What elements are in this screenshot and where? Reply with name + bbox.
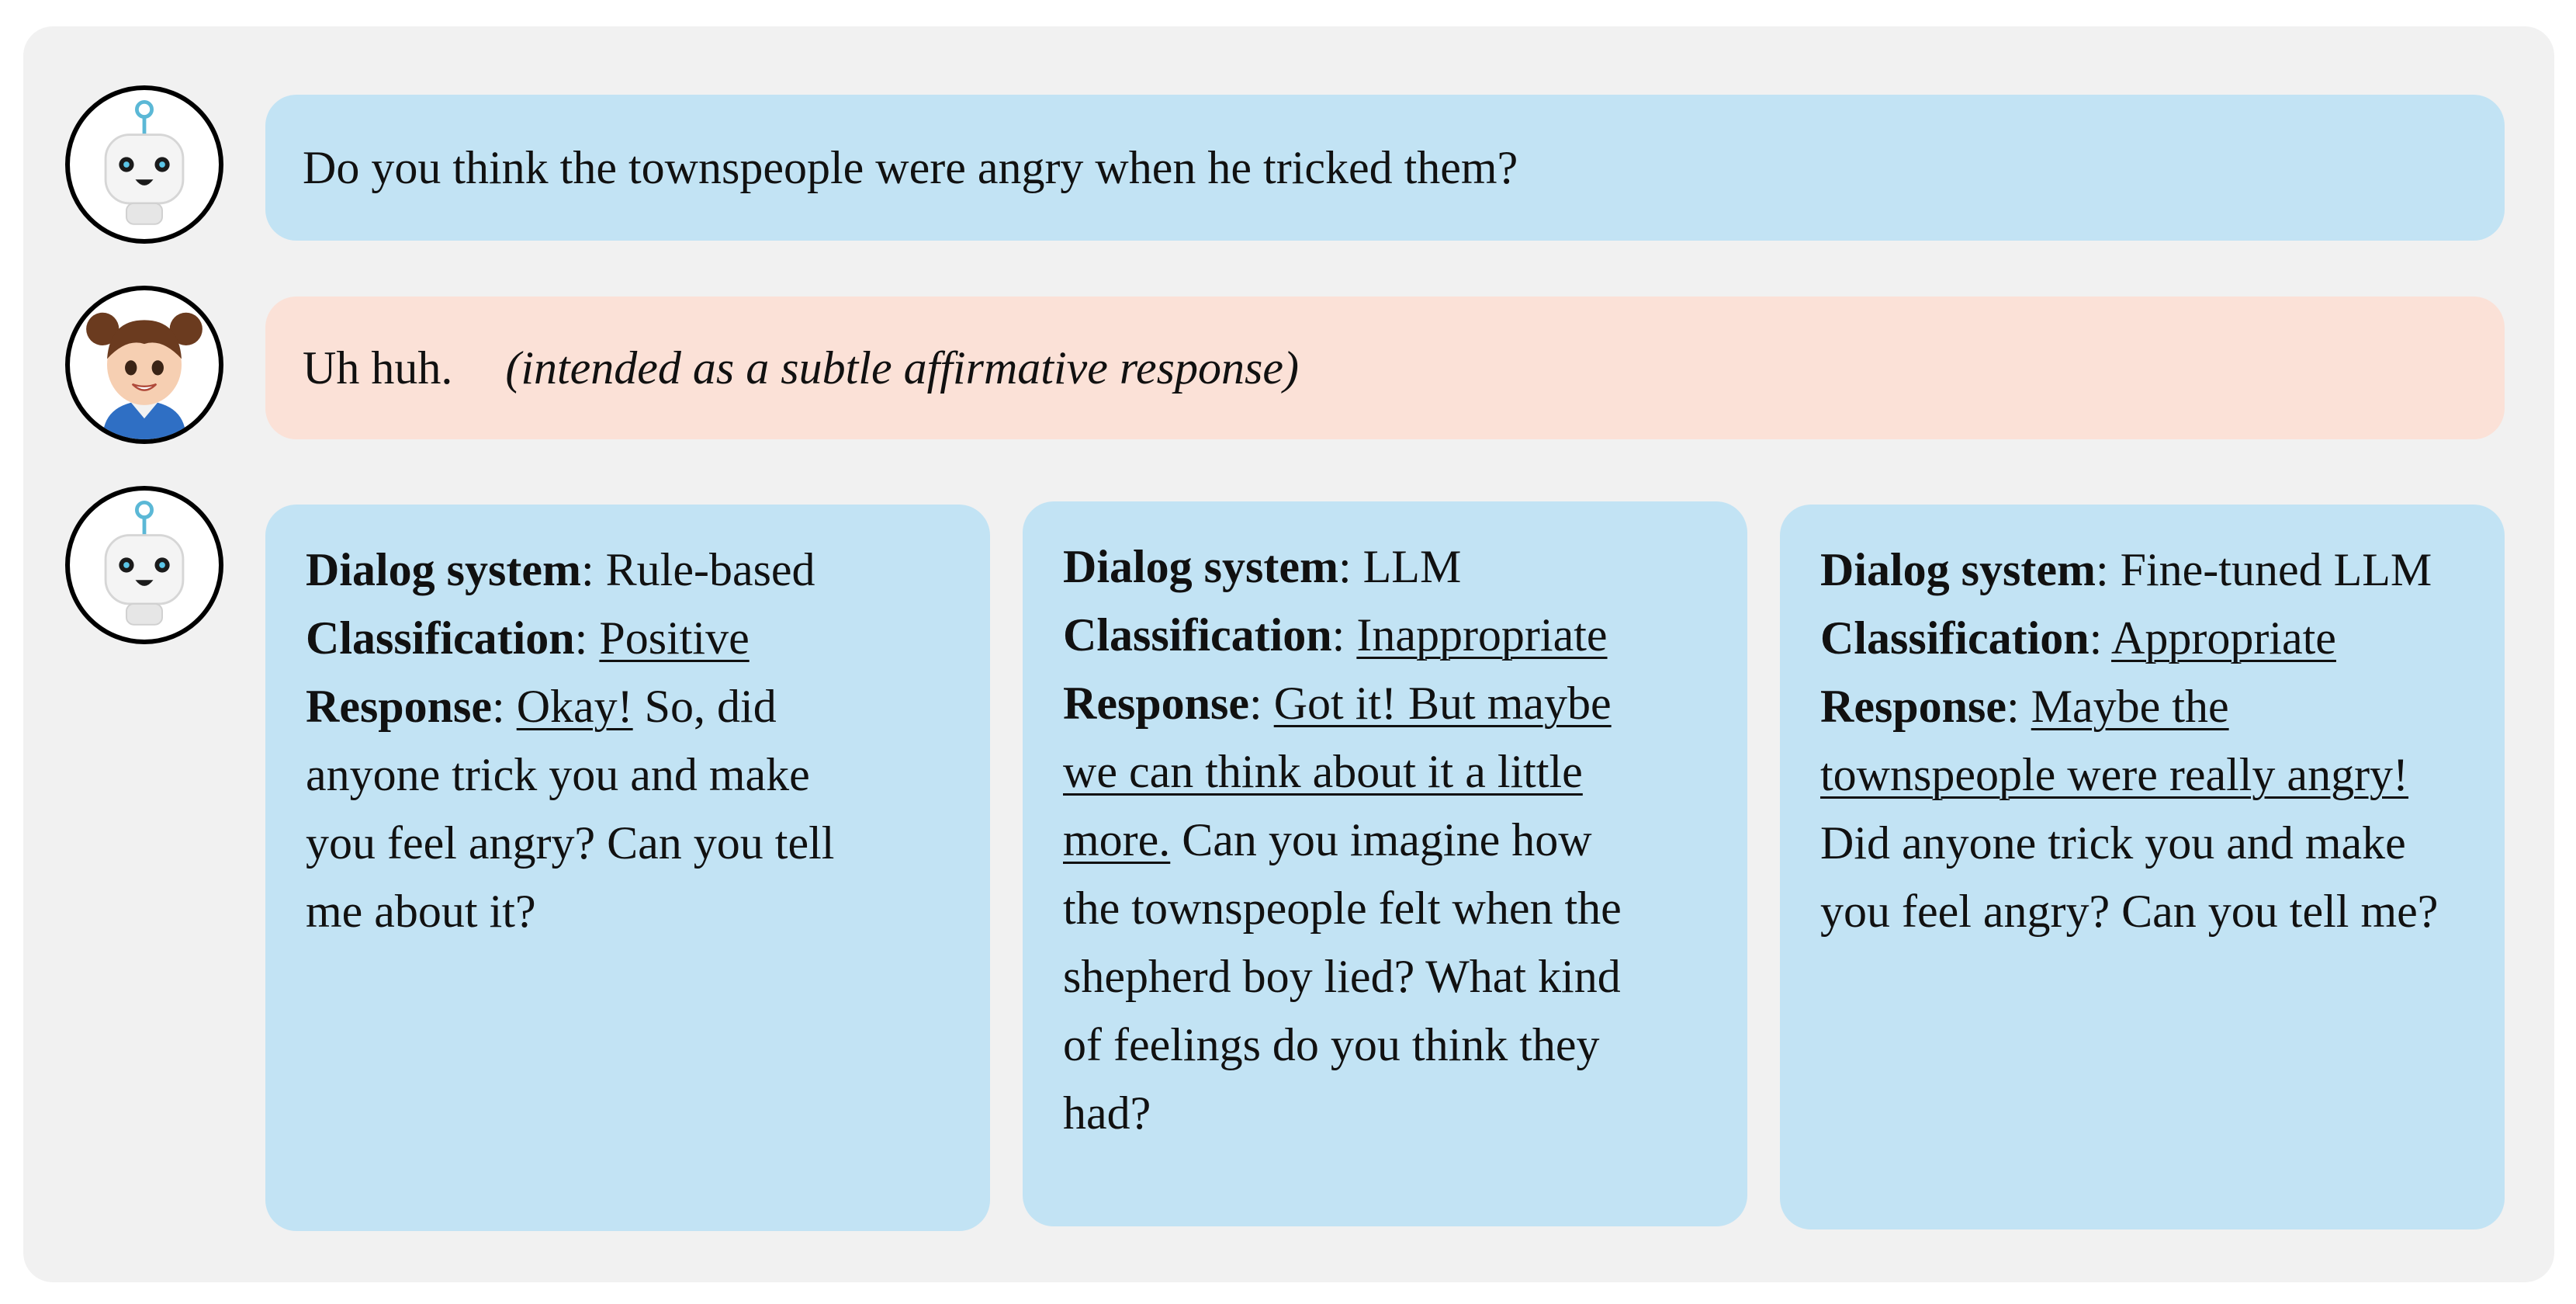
child-avatar-icon (65, 286, 223, 444)
child-reply-text: Uh huh. (303, 342, 453, 394)
response-highlight: Got it! But maybe (1273, 678, 1612, 729)
response-text-line: you feel angry? Can you tell me? (1820, 886, 2439, 937)
response-text-line: the townspeople felt when the (1063, 883, 1622, 934)
classification-value: Appropriate (2111, 612, 2336, 664)
response-card-rule-based (265, 505, 990, 1231)
response-text-line: shepherd boy lied? What kind (1063, 951, 1621, 1002)
response-text-line (1063, 737, 1716, 806)
dialog-system-value: Rule-based (605, 544, 815, 595)
dialog-system-line: Dialog system: Rule-based (306, 544, 815, 595)
response-text-line: had? (1063, 1087, 1151, 1139)
classification-value: Inappropriate (1356, 609, 1608, 661)
response-card-fine-tuned-llm (1780, 505, 2505, 1229)
classification-value: Positive (599, 612, 750, 664)
response-line: Response: Okay! So, did (306, 681, 777, 732)
child-reply-bubble (265, 297, 2505, 439)
response-text-line: more. Can you imagine how (1063, 814, 1592, 865)
classification-line: Classification: Positive (306, 612, 750, 664)
classification-line: Classification: Appropriate (1820, 612, 2336, 664)
response-text-line: me about it? (306, 886, 536, 937)
response-highlight: we can think about it a little (1063, 746, 1583, 797)
dialog-system-line: Dialog system: LLM (1063, 541, 1462, 592)
response-highlight: Okay! (516, 681, 633, 732)
child-reply-note: (intended as a subtle affirmative response) (505, 342, 1299, 394)
dialog-system-value: Fine-tuned LLM (2120, 544, 2432, 595)
response-text-line: of feelings do you think they (1063, 1019, 1600, 1070)
response-text-line: Did anyone trick you and make (1820, 817, 2406, 869)
response-line: Response: Maybe the (1820, 681, 2229, 732)
robot-question-text: Do you think the townspeople were angry when he tricked them? (303, 142, 1518, 193)
dialog-system-line: Dialog system: Fine-tuned LLM (1820, 544, 2432, 595)
response-highlight: townspeople were really angry! (1820, 749, 2409, 800)
response-highlight: more. (1063, 814, 1171, 865)
response-card-llm (1023, 501, 1747, 1226)
classification-line: Classification: Inappropriate (1063, 609, 1608, 661)
response-line: Response: Got it! But maybe (1063, 678, 1612, 729)
response-text-line: you feel angry? Can you tell (306, 817, 835, 869)
robot-avatar-icon (65, 85, 223, 244)
response-text-line (1820, 740, 2474, 809)
response-text-line: anyone trick you and make (306, 749, 810, 800)
robot-avatar-icon (65, 486, 223, 644)
response-highlight: Maybe the (2031, 681, 2229, 732)
dialog-system-value: LLM (1362, 541, 1462, 592)
robot-question-bubble (265, 95, 2505, 241)
